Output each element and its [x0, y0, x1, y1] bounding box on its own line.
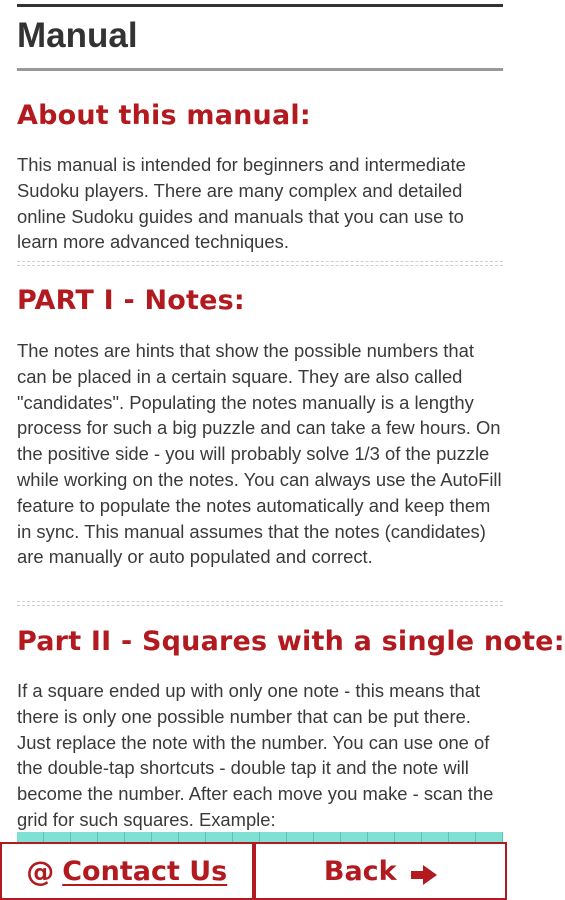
section-body-notes: The notes are hints that show the possible numbers that can be placed in a certain square. They are also called "candidates". Populating the notes manually is a lengthy process for such a big puzzle and can take a few hours. On the positive side - you will probably solve 1/3 of the puzzle while working on the notes. You can always use the AutoFill feature to populate the notes automatically and keep them in sync. This manual assumes that the notes (candidates) are manually or auto populated and correct. [17, 340, 502, 568]
top-divider [17, 4, 503, 7]
section-divider [17, 261, 503, 266]
contact-us-label: Contact Us [62, 855, 228, 887]
section-heading-notes: PART I - Notes: [17, 285, 245, 316]
back-label: Back [323, 855, 397, 887]
section-body-single-note: If a square ended up with only one note - this means that there is only one possible number that can be put there. Just replace the note with the number. You can use one of the double-tap shortcuts - double tap it and the note will become the number. After each move you make - scan the grid for such squares. Example: [17, 680, 494, 830]
title-divider [17, 68, 503, 71]
section-divider [17, 601, 503, 606]
back-button[interactable] [254, 842, 508, 900]
footer-bar [0, 842, 507, 900]
contact-us-button[interactable] [0, 842, 254, 900]
page-title: Manual [17, 16, 138, 55]
section-body-about: This manual is intended for beginners and intermediate Sudoku players. There are many complex and detailed online Sudoku guides and manuals that you can use to learn more advanced techniques. [17, 154, 466, 253]
section-heading-single-note: Part II - Squares with a single note: [17, 626, 565, 657]
section-heading-about: About this manual: [17, 100, 311, 131]
arrow-right-icon [411, 861, 437, 881]
at-icon: @ [26, 854, 55, 888]
